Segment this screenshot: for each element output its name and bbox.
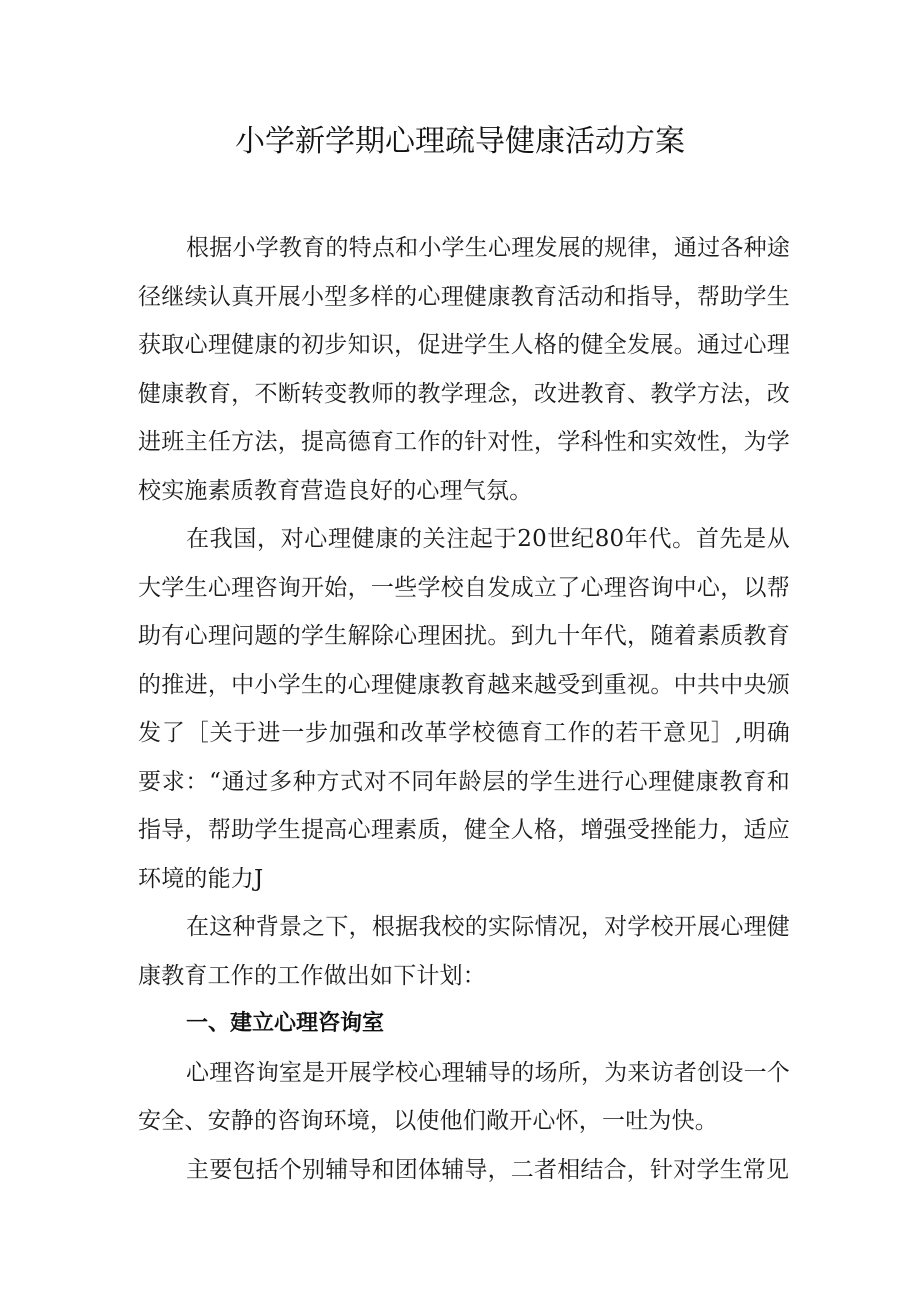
paragraph-intro: 根据小学教育的特点和小学生心理发展的规律，通过各种途径继续认真开展小型多样的心理健康教育活动和指导，帮助学生获取心理健康的初步知识，促进学生人格的健全发展。通过心理健康教育，不断转变教师的教学理念，改进教育、教学方法，改进班主任方法，提高德育工作的针对性，学科性和实效性，为学校实施素质教育营造良好的心理气氛。 xyxy=(138,235,790,504)
paragraph-background: 在我国，对心理健康的关注起于20世纪80年代。首先是从大学生心理咨询开始，一些学校自发成立了心理咨询中心，以帮助有心理问题的学生解除心理困扰。到九十年代，随着素质教育的推进，中小学生的心理健康教育越来越受到重视。中共中央颁发了［关于进一步加强和改革学校德育工作的若干意见］,明确要求：“通过多种方式对不同年龄层的学生进行心理健康教育和指导，帮助学生提高心理素质，健全人格，增强受挫能力，适应环境的能力J xyxy=(138,526,790,892)
paragraph-counseling-room: 心理咨询室是开展学校心理辅导的场所，为来访者创设一个安全、安静的咨询环境，以使他们敞开心怀，一吐为快。 xyxy=(138,1059,790,1134)
paragraph-counseling-types: 主要包括个别辅导和团体辅导，二者相结合，针对学生常见 xyxy=(186,1156,790,1183)
section-heading-counseling-room: 一、建立心理咨询室 xyxy=(186,1011,385,1036)
document-title: 小学新学期心理疏导健康活动方案 xyxy=(235,124,685,159)
document-body xyxy=(138,224,790,1194)
paragraph-plan: 在这种背景之下，根据我校的实际情况，对学校开展心理健康教育工作的工作做出如下计划： xyxy=(138,914,790,989)
